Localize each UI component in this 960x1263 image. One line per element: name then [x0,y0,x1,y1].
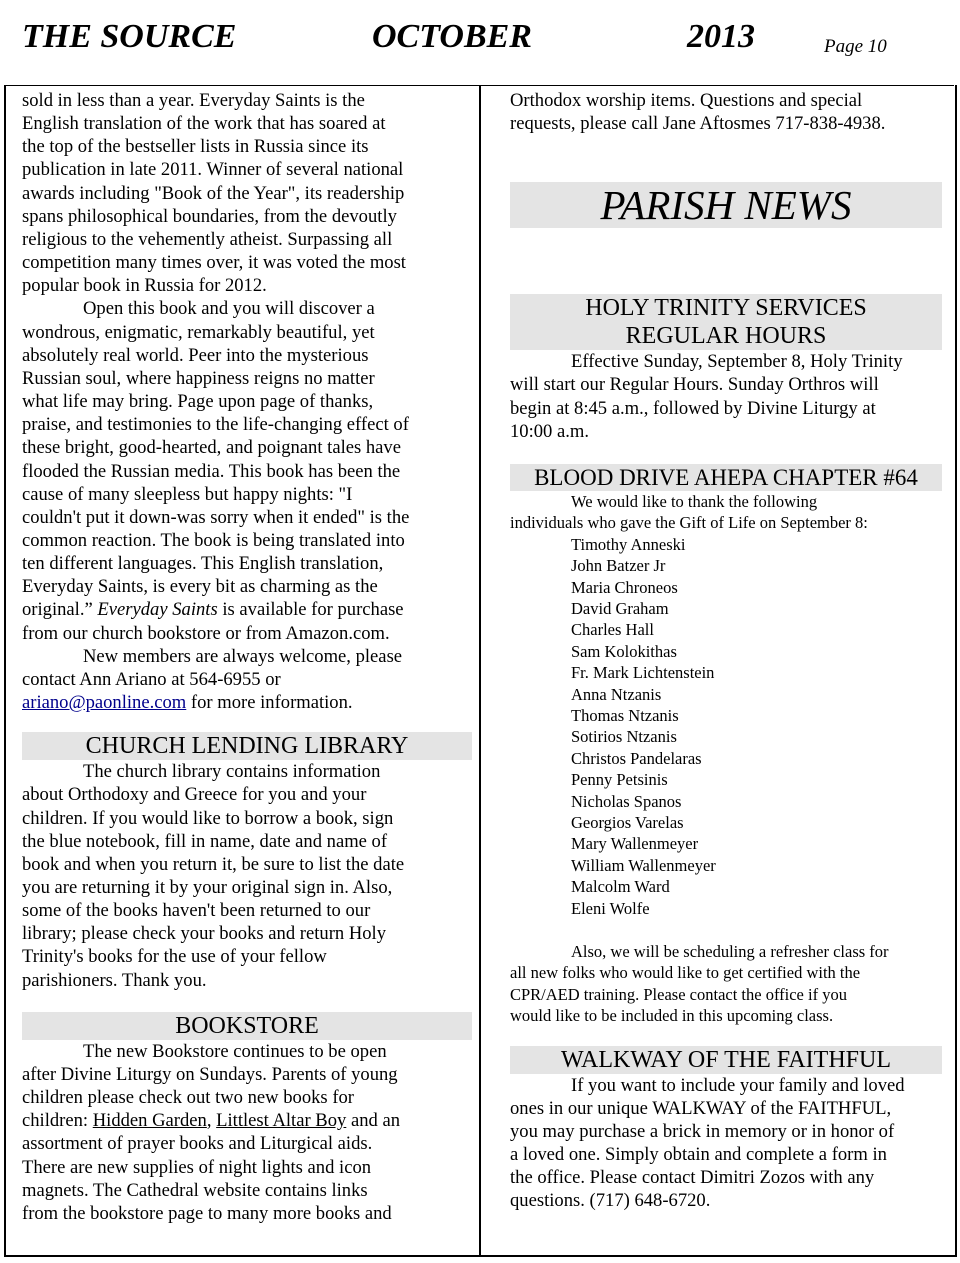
text-line: you are returning it by your original sign in. Also, [22,877,393,898]
text-line: the top of the bestseller lists in Russia since its [22,136,369,158]
text-line: publication in late 2011. Winner of several national [22,159,404,181]
list-item: Georgios Varelas [571,813,684,833]
text-line: library; please check your books and return Holy [22,923,387,945]
list-item: Malcolm Ward [571,877,670,897]
text-line: sold in less than a year. Everyday Saints is the [22,90,365,111]
text-line: children please check out two new books for [22,1087,355,1109]
blood-drive-heading: BLOOD DRIVE AHEPA CHAPTER #64 [510,464,942,491]
text-line: If you want to include your family and loved [571,1074,905,1096]
intro-paragraph [22,89,472,297]
walkway-paragraph [510,1074,942,1213]
list-item: Nicholas Spanos [571,791,682,811]
text-line: flooded the Russian media. This book has been the [22,460,401,482]
text-line: after Divine Liturgy on Sundays. Parents of young [22,1063,398,1085]
blood-drive-intro [510,491,942,534]
text-line: from the bookstore page to many more books and [22,1202,392,1224]
library-heading: CHURCH LENDING LIBRARY [22,732,472,760]
bookstore-paragraph [22,1040,472,1225]
text-line: the blue notebook, fill in name, date and name of [22,830,388,852]
library-paragraph [22,760,472,992]
text-line: cause of many sleepless but happy nights: "I [22,483,353,505]
text-line: praise, and testimonies to the life-changing effect of [22,414,409,436]
cpr-paragraph [510,941,942,1027]
header-month: OCTOBER [372,18,532,55]
text-line: absolutely real world. Peer into the mysterious [22,344,369,366]
walkway-heading: WALKWAY OF THE FAITHFUL [510,1046,942,1074]
text-line: There are new supplies of night lights and icon [22,1156,372,1178]
text-line: spans philosophical boundaries, from the devoutly [22,205,397,227]
list-item: David Graham [571,598,669,618]
text-line: parishioners. Thank you. [22,969,207,991]
text-line: the office. Please contact Dimitri Zozos with any [510,1167,875,1189]
text-line: children. If you would like to borrow a book, sign [22,807,394,829]
text-line: assortment of prayer books and Liturgical aids. [22,1133,373,1155]
continued-paragraph [510,89,942,135]
text-line: original.” Everyday Saints is available for purchase [22,599,404,621]
text-line: Russian soul, where happiness reigns no matter [22,367,375,389]
text-line: popular book in Russia for 2012. [22,275,267,297]
list-item: Thomas Ntzanis [571,706,679,725]
list-item: Sam Kolokithas [571,641,677,661]
right-column [510,89,942,1213]
text-line: will start our Regular Hours. Sunday Orthros will [510,374,879,396]
text-line: The new Bookstore continues to be open [83,1040,387,1062]
column-divider [479,85,481,1257]
text-line: children: Hidden Garden, Littlest Altar Boy and an [22,1110,400,1132]
text-line: Everyday Saints, is every bit as charming as the [22,576,378,598]
text-line: contact Ann Ariano at 564-6955 or [22,668,281,690]
text-line: competition many times over, it was voted the most [22,252,406,274]
list-item: John Batzer Jr [571,556,666,576]
list-item: Maria Chroneos [571,577,678,597]
left-column [22,89,472,1225]
book-title-italic: Everyday Saints [97,599,218,621]
list-item: Eleni Wolfe [571,898,650,918]
text-line: would like to be included in this upcoming class. [510,1006,834,1026]
book-title-littlest-altar-boy: Littlest Altar Boy [216,1110,347,1132]
text-line: individuals who gave the Gift of Life on September 8: [510,513,868,533]
text-line: ten different languages. This English translation, [22,553,384,575]
list-item: Sotirios Ntzanis [571,727,677,747]
text-line: religious to the vehemently atheist. Surpassing all [22,228,393,250]
list-item: Christos Pandelaras [571,748,702,768]
text-line: Orthodox worship items. Questions and special [510,90,863,111]
text-line: wondrous, enigmatic, remarkably beautiful, yet [22,321,375,343]
services-heading: HOLY TRINITY SERVICES REGULAR HOURS [510,294,942,350]
text-line: The church library contains information [83,761,381,783]
list-item: Penny Petsinis [571,770,668,790]
list-item: Fr. Mark Lichtenstein [571,663,715,683]
text-line: these bright, good-hearted, and poignant tales have [22,437,401,459]
text-line: We would like to thank the following [571,491,818,511]
text-line: Trinity's books for the use of your fellow [22,946,327,968]
text-line: couldn't put it down-was sorry when it ended" is the [22,506,410,528]
list-item: Anna Ntzanis [571,684,662,704]
text-line: you may purchase a brick in memory or in honor of [510,1121,895,1142]
text-line: book and when you return it, be sure to list the date [22,853,405,875]
text-line: Also, we will be scheduling a refresher class for [571,942,889,962]
text-line: 10:00 a.m. [510,420,590,442]
page-number: Page 10 [824,36,887,57]
services-paragraph [510,350,942,443]
text-line: requests, please call Jane Aftosmes 717-838-4938. [510,113,886,135]
text-line: CPR/AED training. Please contact the office if you [510,984,847,1004]
book-paragraph [22,297,472,644]
text-line: English translation of the work that has soared at [22,113,386,135]
text-line: begin at 8:45 a.m., followed by Divine Liturgy at [510,397,876,419]
donor-list [510,534,942,919]
list-item: William Wallenmeyer [571,855,716,875]
text-line: some of the books haven't been returned to our [22,900,371,922]
bookstore-heading: BOOKSTORE [22,1012,472,1040]
text-line: common reaction. The book is being translated into [22,529,405,551]
text-line: awards including "Book of the Year", its readership [22,182,405,204]
text-line: from our church bookstore or from Amazon.com. [22,622,390,644]
text-line: what life may bring. Page upon page of thanks, [22,391,374,413]
text-line: ariano@paonline.com for more information. [22,692,353,714]
text-line: Open this book and you will discover a [83,298,375,320]
text-line: about Orthodoxy and Greece for you and your [22,784,367,806]
text-line: ones in our unique WALKWAY of the FAITHFUL, [510,1097,892,1119]
text-line: questions. (717) 648-6720. [510,1190,711,1212]
header-year: 2013 [687,18,755,55]
text-line: magnets. The Cathedral website contains links [22,1179,368,1201]
list-item: Timothy Anneski [571,534,686,554]
list-item: Charles Hall [571,620,654,640]
email-link[interactable]: ariano@paonline.com [22,692,187,714]
list-item: Mary Wallenmeyer [571,834,699,854]
newsletter-title: THE SOURCE [22,18,237,55]
members-paragraph [22,645,472,714]
book-title-hidden-garden: Hidden Garden [92,1110,207,1132]
parish-news-banner: PARISH NEWS [510,182,942,228]
text-line: Effective Sunday, September 8, Holy Trinity [571,351,903,373]
text-line: all new folks who would like to get certified with the [510,963,861,983]
text-line: New members are always welcome, please [83,645,403,667]
text-line: a loved one. Simply obtain and complete a form in [510,1144,887,1166]
